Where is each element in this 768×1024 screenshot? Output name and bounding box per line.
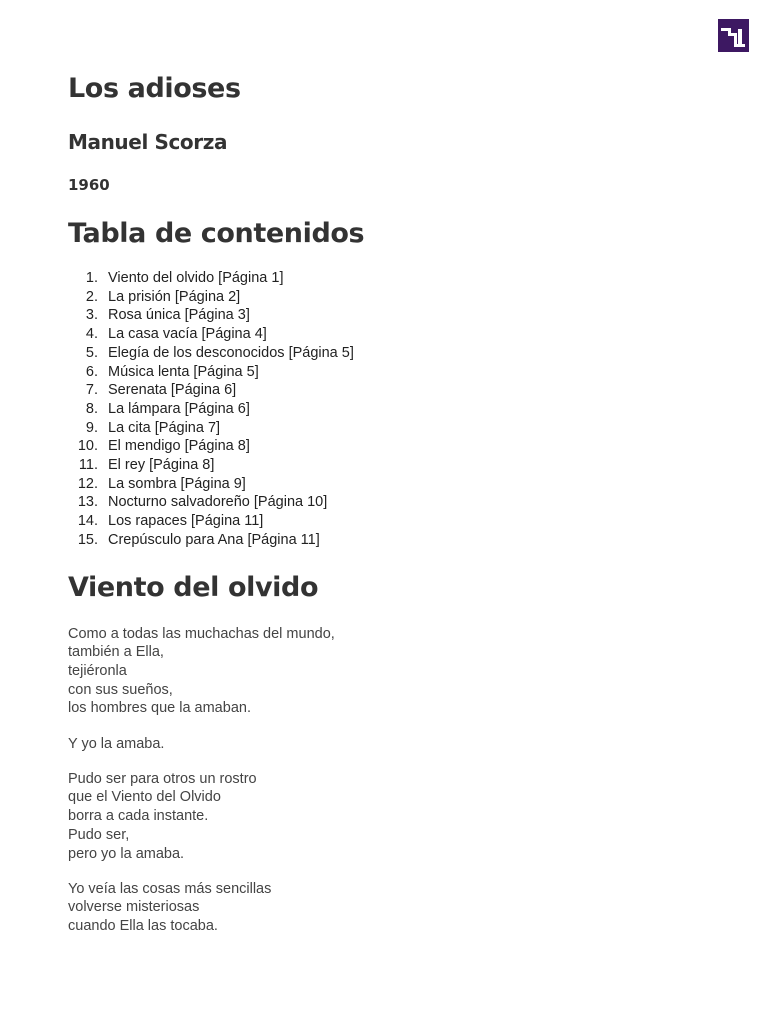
publisher-logo-icon[interactable]	[718, 19, 749, 52]
toc-item[interactable]	[68, 344, 708, 363]
book-author: Manuel Scorza	[68, 130, 228, 154]
toc-item-number: 6.	[85, 363, 98, 380]
toc-item-link[interactable]: Nocturno salvadoreño [Página 10]	[108, 494, 328, 511]
toc-heading: Tabla de contenidos	[68, 218, 365, 249]
poem-stanza	[68, 625, 708, 719]
toc-item-number: 12.	[77, 475, 98, 492]
poem-line: Pudo ser para otros un rostro	[68, 770, 257, 787]
poem-line: Como a todas las muchachas del mundo,	[68, 625, 335, 642]
toc-item-link[interactable]: Los rapaces [Página 11]	[108, 513, 264, 530]
poem-line: que el Viento del Olvido	[68, 789, 221, 806]
poem-line: tejiéronla	[68, 662, 127, 679]
poem-line: también a Ella,	[68, 644, 164, 661]
toc-item-link[interactable]: Viento del olvido [Página 1]	[108, 270, 284, 286]
toc-item-number: 15.	[77, 531, 98, 548]
toc-item-link[interactable]: La casa vacía [Página 4]	[108, 326, 267, 343]
toc-item-number: 13.	[77, 494, 98, 511]
toc-item-link[interactable]: El mendigo [Página 8]	[108, 438, 250, 455]
toc-item-number: 9.	[85, 419, 98, 436]
toc-item[interactable]	[68, 475, 708, 494]
toc-item[interactable]	[68, 512, 708, 531]
toc-item[interactable]	[68, 363, 708, 382]
toc-item-number: 2.	[85, 288, 98, 305]
book-title: Los adioses	[68, 73, 241, 104]
poem-stanza	[68, 770, 708, 864]
poem-line: los hombres que la amaban.	[68, 700, 251, 717]
toc-item-link[interactable]: La lámpara [Página 6]	[108, 400, 250, 417]
toc-item-link[interactable]: Música lenta [Página 5]	[108, 363, 259, 380]
poem-line: cuando Ella las tocaba.	[68, 918, 218, 935]
toc-item-number: 1.	[85, 270, 98, 286]
poem-stanza	[68, 880, 708, 936]
poem-line: con sus sueños,	[68, 681, 173, 698]
poem-line: borra a cada instante.	[68, 808, 209, 825]
toc-item-number: 11.	[78, 457, 98, 474]
toc-item[interactable]	[68, 419, 708, 438]
toc-item[interactable]	[68, 456, 708, 475]
toc-item[interactable]	[68, 288, 708, 307]
poem-stanza	[68, 735, 708, 754]
document-body	[68, 71, 708, 952]
section-title: Viento del olvido	[68, 571, 319, 603]
toc-item[interactable]	[68, 531, 708, 550]
toc-item[interactable]	[68, 306, 708, 325]
poem-line: Yo veía las cosas más sencillas	[68, 880, 272, 897]
table-of-contents	[68, 269, 708, 550]
toc-item-number: 8.	[85, 400, 98, 417]
poem-line: Pudo ser,	[68, 826, 130, 843]
toc-item[interactable]	[68, 269, 708, 288]
toc-item-link[interactable]: Crepúsculo para Ana [Página 11]	[108, 531, 320, 548]
poem-line: Y yo la amaba.	[68, 735, 165, 752]
toc-item[interactable]	[68, 325, 708, 344]
toc-item-number: 10.	[77, 438, 98, 455]
toc-item-link[interactable]: Serenata [Página 6]	[108, 382, 237, 399]
toc-item[interactable]	[68, 400, 708, 419]
toc-item-link[interactable]: La sombra [Página 9]	[108, 475, 246, 492]
toc-item-number: 14.	[77, 513, 98, 530]
toc-item-number: 3.	[85, 307, 98, 324]
poem-text	[68, 625, 708, 936]
toc-item-link[interactable]: Rosa única [Página 3]	[108, 307, 250, 324]
toc-item-number: 5.	[85, 344, 98, 361]
toc-item-number: 4.	[85, 326, 98, 343]
poem-line: pero yo la amaba.	[68, 845, 185, 862]
toc-item-link[interactable]: Elegía de los desconocidos [Página 5]	[108, 344, 354, 361]
toc-item-link[interactable]: La cita [Página 7]	[108, 419, 221, 436]
toc-item[interactable]	[68, 437, 708, 456]
poem-line: volverse misteriosas	[68, 899, 200, 916]
publication-year: 1960	[68, 176, 110, 194]
toc-item[interactable]	[68, 381, 708, 400]
toc-item-link[interactable]: La prisión [Página 2]	[108, 288, 241, 305]
toc-item-number: 7.	[85, 382, 98, 399]
toc-item-link[interactable]: El rey [Página 8]	[108, 457, 215, 474]
toc-item[interactable]	[68, 493, 708, 512]
